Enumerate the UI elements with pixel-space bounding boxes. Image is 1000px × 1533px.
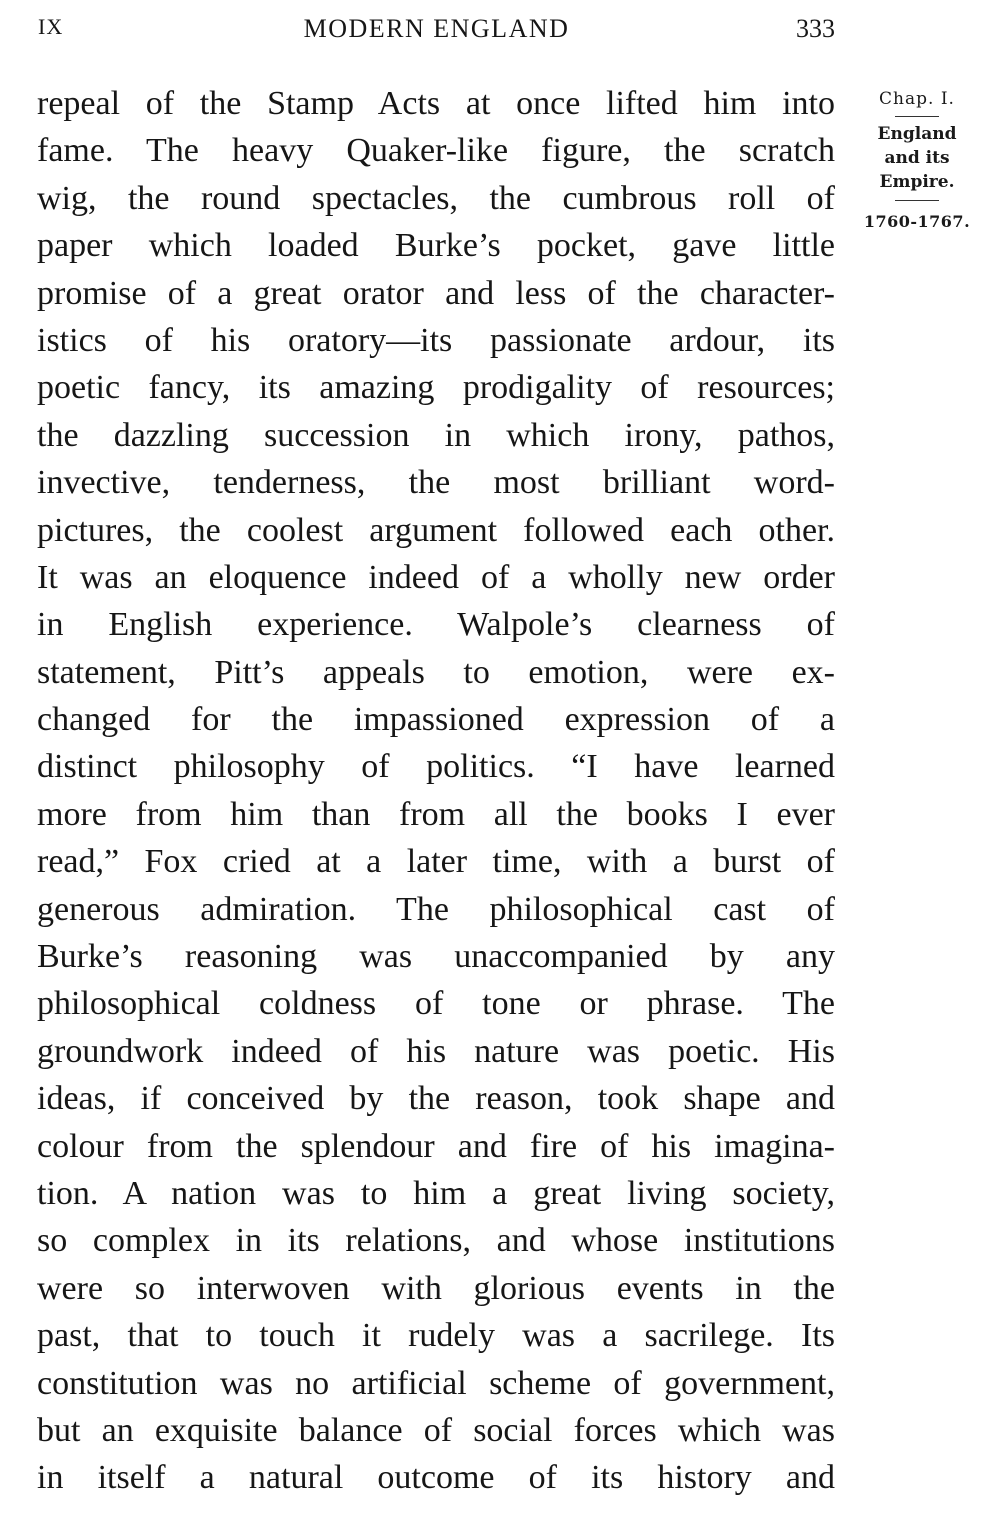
text-line: wig, the round spectacles, the cumbrous roll of	[37, 179, 835, 217]
page-number: 333	[796, 14, 835, 43]
text-line: changed for the impassioned expression of a	[37, 701, 835, 739]
text-line: paper which loaded Burke’s pocket, gave little	[37, 227, 835, 265]
marginal-note	[852, 88, 982, 233]
text-line: philosophical coldness of tone or phrase. The	[37, 985, 835, 1023]
text-line: promise of a great orator and less of the character-	[37, 274, 835, 312]
text-line: in English experience. Walpole’s clearness of	[37, 606, 835, 644]
text-line: colour from the splendour and fire of his imagina-	[37, 1127, 835, 1165]
text-line: statement, Pitt’s appeals to emotion, were ex-	[37, 653, 835, 691]
text-line: invective, tenderness, the most brilliant word-	[37, 464, 835, 502]
marginal-years: 1760-1767.	[863, 212, 971, 231]
text-line: the dazzling succession in which irony, pathos,	[37, 416, 835, 454]
text-line: ideas, if conceived by the reason, took shape and	[37, 1080, 835, 1118]
marginal-topic-line: Empire.	[879, 172, 955, 192]
text-line: generous admiration. The philosophical cast of	[37, 890, 835, 928]
text-line: istics of his oratory—its passionate ardour, its	[37, 321, 835, 359]
text-line: It was an eloquence indeed of a wholly new order	[37, 558, 835, 596]
text-line: were so interwoven with glorious events in the	[37, 1269, 835, 1307]
text-line: but an exquisite balance of social forces which was	[37, 1411, 835, 1449]
running-head	[38, 14, 835, 54]
marginal-rule	[895, 116, 939, 117]
text-line: tion. A nation was to him a great living society,	[37, 1174, 835, 1212]
text-line: Burke’s reasoning was unaccompanied by any	[37, 938, 835, 976]
marginal-rule	[895, 200, 939, 201]
text-line: constitution was no artificial scheme of government,	[37, 1364, 835, 1402]
marginal-topic-line: England	[877, 124, 957, 144]
text-line: pictures, the coolest argument followed each other.	[37, 511, 835, 549]
text-line: past, that to touch it rudely was a sacrilege. Its	[37, 1317, 835, 1355]
text-line: distinct philosophy of politics. “I have learned	[37, 748, 835, 786]
text-line: more from him than from all the books I ever	[37, 795, 835, 833]
text-line: repeal of the Stamp Acts at once lifted him into	[37, 85, 835, 122]
marginal-topic-line: and its	[884, 148, 950, 168]
text-line: poetic fancy, its amazing prodigality of resources;	[37, 369, 835, 407]
text-line: fame. The heavy Quaker-like figure, the scratch	[37, 132, 835, 170]
marginal-topic	[852, 122, 982, 194]
text-line: so complex in its relations, and whose institutions	[37, 1222, 835, 1260]
body-text	[37, 80, 835, 1502]
marginal-chapter: Chap. I.	[879, 89, 955, 109]
chapter-number: IX	[38, 14, 64, 39]
text-line: in itself a natural outcome of its history and	[37, 1459, 835, 1497]
running-title: MODERN ENGLAND	[303, 14, 570, 43]
text-line: groundwork indeed of his nature was poetic. His	[37, 1032, 835, 1070]
text-line: read,” Fox cried at a later time, with a burst of	[37, 843, 835, 881]
